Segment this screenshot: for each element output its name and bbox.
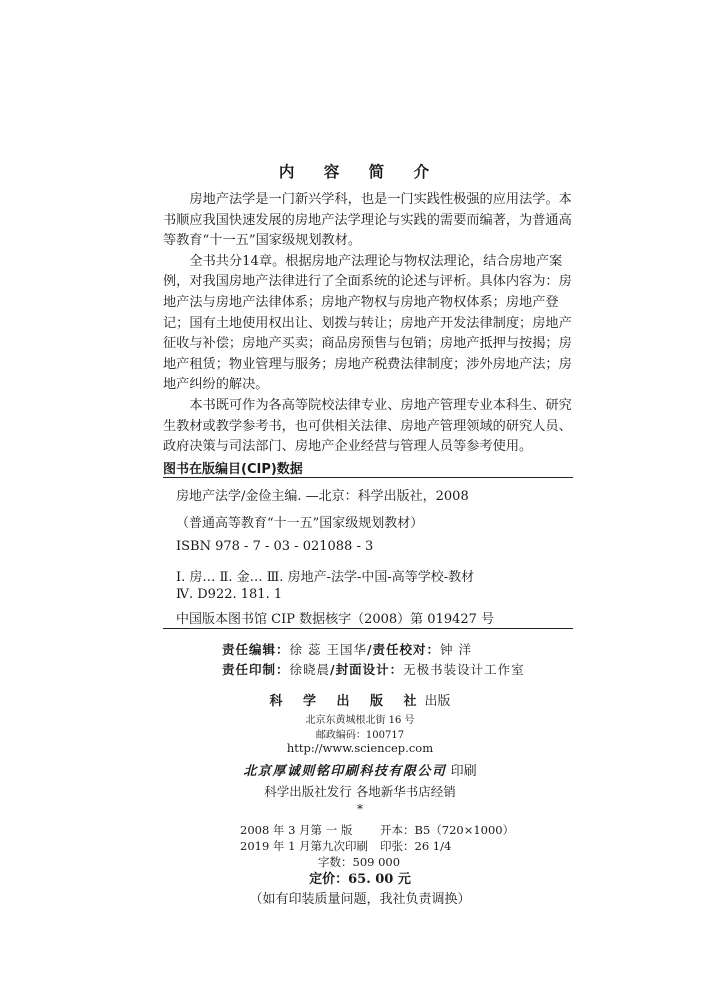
printer-name: 北京厚诚则铭印刷科技有限公司 — [243, 764, 447, 779]
print-sheets: 印张：26 1/4 — [380, 839, 452, 853]
distribution-line: 科学出版社发行 各地新华书店经销 — [264, 784, 456, 799]
quality-note: （如有印装质量问题，我社负责调换） — [249, 892, 471, 907]
cip-line-title: 房地产法学/金俭主编. —北京：科学出版社，2008 — [176, 489, 469, 504]
price: 定价：65. 00 元 — [309, 872, 411, 887]
cip-line-cip-number: 中国版本图书馆 CIP 数据核字（2008）第 019427 号 — [176, 612, 495, 627]
summary-paragraph: 房地产法学是一门新兴学科，也是一门实践性极强的应用法学。本书顺应我国快速发展的房地产法学理论与实践的需要而编著，为普通高等教育“十一五”国家级规划教材。 — [163, 192, 572, 249]
summary-paragraph: 全书共分14章。根据房地产法理论与物权法理论，结合房地产案例，对我国房地产法律进行了全面系统的论述与评析。具体内容为：房地产法与房地产法律体系；房地产物权与房地产物权体系；房地产登记；国有土地使用权出让、划拨与转让；房地产开发法律制度；房地产征收与补偿；房地产买卖；商品房预售与包销；房地产抵押与按揭；房地产租赁；物业管理与服务；房地产税费法律制度；涉外房地产法；房地产纠纷的解决。 — [163, 253, 572, 393]
print-role: 责任印制： — [222, 662, 290, 677]
cip-line-classification: Ⅳ. D922. 181. 1 — [176, 587, 283, 602]
cip-top-rule — [163, 477, 573, 478]
publisher-name: 科 学 出 版 社 — [269, 694, 425, 709]
summary-title: 内 容 简 介 — [278, 163, 442, 181]
cip-line-subjects: Ⅰ. 房… Ⅱ. 金… Ⅲ. 房地产-法学-中国-高等学校-教材 — [176, 570, 475, 585]
publisher-url: http://www.sciencep.com — [286, 741, 434, 755]
proof-names: 钟 洋 — [440, 642, 473, 657]
publisher-line — [0, 690, 720, 709]
summary-body — [163, 190, 573, 458]
cip-line-isbn: ISBN 978 - 7 - 03 - 021088 - 3 — [176, 539, 374, 554]
cip-title: 图书在版编目(CIP)数据 — [163, 462, 303, 477]
word-count: 字数：509 000 — [318, 855, 401, 869]
cip-line-series: （普通高等教育“十一五”国家级规划教材） — [176, 516, 424, 531]
proof-role: /责任校对： — [366, 642, 441, 657]
print-names: 徐晓晨 — [289, 662, 331, 677]
separator-star: * — [357, 802, 363, 816]
editor-role: 责任编辑： — [222, 642, 290, 657]
design-role: /封面设计： — [330, 662, 404, 677]
summary-paragraph: 本书既可作为各高等院校法律专业、房地产管理专业本科生、研究生教材或教学参考书，也可供相关法律、房地产管理领域的研究人员、政府决策与司法部门、房地产企业经营与管理人员等参考使用。 — [163, 397, 572, 455]
editor-names: 徐 蕊 王国华 — [289, 642, 367, 657]
publisher-address: 北京东黄城根北街 16 号 — [305, 715, 415, 726]
editor-credits — [222, 640, 472, 658]
publisher-suffix: 出版 — [424, 694, 451, 709]
book-format: 开本：B5（720×1000） — [380, 823, 515, 837]
print-credits — [222, 660, 525, 678]
cip-bottom-rule — [163, 628, 573, 629]
latest-printing: 2019 年 1 月第九次印刷 — [240, 839, 369, 853]
design-names: 无极书装设计工作室 — [403, 662, 525, 677]
first-edition: 2008 年 3 月第 一 版 — [240, 823, 353, 837]
printer-line — [0, 760, 720, 779]
printer-suffix: 印刷 — [450, 764, 477, 779]
publisher-postcode: 邮政编码：100717 — [315, 730, 405, 741]
